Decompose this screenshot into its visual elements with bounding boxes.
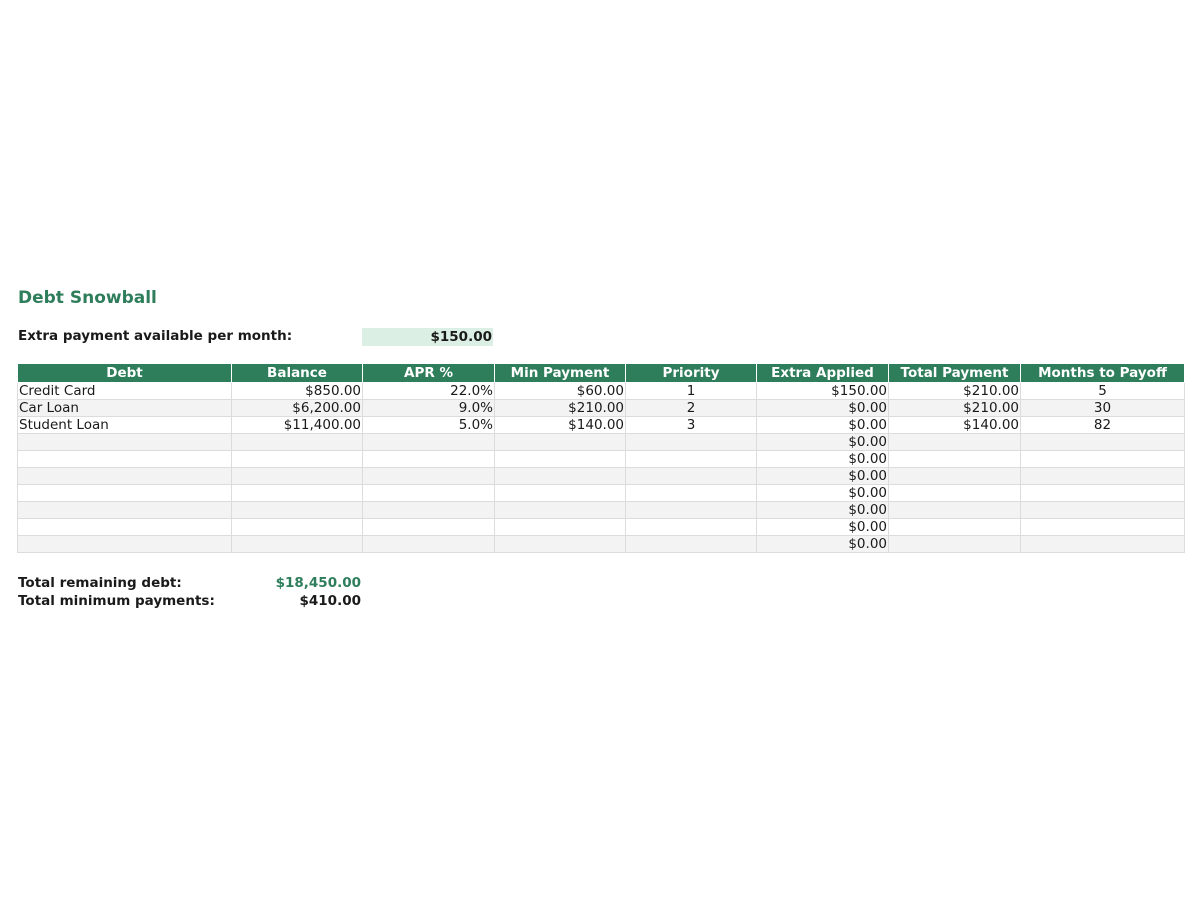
cell-extra-applied[interactable]: $0.00 <box>757 468 889 485</box>
cell-debt[interactable]: Car Loan <box>18 400 232 417</box>
cell-min-payment[interactable] <box>495 502 626 519</box>
table-row <box>18 451 1185 468</box>
cell-months-to-payoff[interactable] <box>1021 519 1185 536</box>
cell-min-payment[interactable] <box>495 451 626 468</box>
totals-section <box>18 575 361 611</box>
cell-total-payment[interactable] <box>889 485 1021 502</box>
cell-balance[interactable] <box>232 536 363 553</box>
cell-total-payment[interactable] <box>889 434 1021 451</box>
cell-debt[interactable] <box>18 468 232 485</box>
table-row <box>18 383 1185 400</box>
cell-balance[interactable] <box>232 485 363 502</box>
cell-priority[interactable] <box>626 485 757 502</box>
table-row <box>18 536 1185 553</box>
cell-apr[interactable] <box>363 536 495 553</box>
cell-balance[interactable] <box>232 434 363 451</box>
cell-apr[interactable] <box>363 434 495 451</box>
header-debt: Debt <box>18 364 232 383</box>
cell-total-payment[interactable] <box>889 502 1021 519</box>
cell-priority[interactable] <box>626 519 757 536</box>
cell-extra-applied[interactable]: $0.00 <box>757 519 889 536</box>
table-row <box>18 519 1185 536</box>
cell-extra-applied[interactable]: $0.00 <box>757 485 889 502</box>
cell-priority[interactable] <box>626 502 757 519</box>
cell-total-payment[interactable]: $210.00 <box>889 400 1021 417</box>
cell-extra-applied[interactable]: $0.00 <box>757 434 889 451</box>
cell-min-payment[interactable] <box>495 519 626 536</box>
cell-priority[interactable]: 2 <box>626 400 757 417</box>
total-min-payments-value: $410.00 <box>299 593 361 609</box>
cell-debt[interactable] <box>18 434 232 451</box>
cell-months-to-payoff[interactable] <box>1021 502 1185 519</box>
cell-debt[interactable]: Credit Card <box>18 383 232 400</box>
cell-balance[interactable] <box>232 502 363 519</box>
extra-payment-input[interactable]: $150.00 <box>362 328 493 346</box>
header-row <box>18 364 1185 383</box>
cell-debt[interactable] <box>18 502 232 519</box>
cell-debt[interactable] <box>18 485 232 502</box>
header-months-to-payoff: Months to Payoff <box>1021 364 1185 383</box>
cell-balance[interactable] <box>232 451 363 468</box>
cell-debt[interactable]: Student Loan <box>18 417 232 434</box>
cell-months-to-payoff[interactable] <box>1021 434 1185 451</box>
table-row <box>18 417 1185 434</box>
cell-extra-applied[interactable]: $0.00 <box>757 417 889 434</box>
cell-extra-applied[interactable]: $0.00 <box>757 536 889 553</box>
cell-priority[interactable] <box>626 468 757 485</box>
cell-months-to-payoff[interactable] <box>1021 485 1185 502</box>
cell-apr[interactable] <box>363 502 495 519</box>
cell-months-to-payoff[interactable]: 5 <box>1021 383 1185 400</box>
cell-priority[interactable] <box>626 451 757 468</box>
cell-total-payment[interactable]: $210.00 <box>889 383 1021 400</box>
cell-extra-applied[interactable]: $0.00 <box>757 502 889 519</box>
cell-apr[interactable]: 9.0% <box>363 400 495 417</box>
cell-debt[interactable] <box>18 451 232 468</box>
cell-apr[interactable]: 22.0% <box>363 383 495 400</box>
cell-min-payment[interactable] <box>495 536 626 553</box>
cell-total-payment[interactable] <box>889 536 1021 553</box>
sheet-title: Debt Snowball <box>18 288 157 308</box>
header-total-payment: Total Payment <box>889 364 1021 383</box>
cell-total-payment[interactable] <box>889 468 1021 485</box>
cell-apr[interactable] <box>363 451 495 468</box>
cell-months-to-payoff[interactable] <box>1021 536 1185 553</box>
table-row <box>18 485 1185 502</box>
extra-payment-label: Extra payment available per month: <box>18 328 293 344</box>
total-remaining-label: Total remaining debt: <box>18 575 182 591</box>
cell-priority[interactable]: 3 <box>626 417 757 434</box>
cell-balance[interactable]: $6,200.00 <box>232 400 363 417</box>
cell-min-payment[interactable]: $210.00 <box>495 400 626 417</box>
cell-apr[interactable] <box>363 468 495 485</box>
header-apr: APR % <box>363 364 495 383</box>
cell-min-payment[interactable] <box>495 485 626 502</box>
total-remaining-row <box>18 575 361 593</box>
cell-min-payment[interactable]: $60.00 <box>495 383 626 400</box>
cell-months-to-payoff[interactable] <box>1021 468 1185 485</box>
cell-balance[interactable]: $850.00 <box>232 383 363 400</box>
cell-total-payment[interactable] <box>889 451 1021 468</box>
cell-apr[interactable]: 5.0% <box>363 417 495 434</box>
cell-extra-applied[interactable]: $0.00 <box>757 400 889 417</box>
cell-apr[interactable] <box>363 485 495 502</box>
table-row <box>18 468 1185 485</box>
cell-total-payment[interactable]: $140.00 <box>889 417 1021 434</box>
cell-balance[interactable] <box>232 468 363 485</box>
cell-debt[interactable] <box>18 536 232 553</box>
cell-balance[interactable]: $11,400.00 <box>232 417 363 434</box>
cell-extra-applied[interactable]: $0.00 <box>757 451 889 468</box>
cell-priority[interactable]: 1 <box>626 383 757 400</box>
table-row <box>18 502 1185 519</box>
header-priority: Priority <box>626 364 757 383</box>
cell-debt[interactable] <box>18 519 232 536</box>
cell-total-payment[interactable] <box>889 519 1021 536</box>
header-balance: Balance <box>232 364 363 383</box>
total-min-payments-row <box>18 593 361 611</box>
header-extra-applied: Extra Applied <box>757 364 889 383</box>
cell-months-to-payoff[interactable] <box>1021 451 1185 468</box>
cell-months-to-payoff[interactable]: 82 <box>1021 417 1185 434</box>
header-min-payment: Min Payment <box>495 364 626 383</box>
cell-min-payment[interactable]: $140.00 <box>495 417 626 434</box>
table-row <box>18 400 1185 417</box>
cell-months-to-payoff[interactable]: 30 <box>1021 400 1185 417</box>
cell-min-payment[interactable] <box>495 468 626 485</box>
cell-priority[interactable] <box>626 536 757 553</box>
cell-min-payment[interactable] <box>495 434 626 451</box>
cell-extra-applied[interactable]: $150.00 <box>757 383 889 400</box>
total-remaining-value: $18,450.00 <box>275 575 361 591</box>
table-row <box>18 434 1185 451</box>
cell-balance[interactable] <box>232 519 363 536</box>
cell-apr[interactable] <box>363 519 495 536</box>
debt-table <box>17 363 1185 553</box>
cell-priority[interactable] <box>626 434 757 451</box>
total-min-payments-label: Total minimum payments: <box>18 593 215 609</box>
